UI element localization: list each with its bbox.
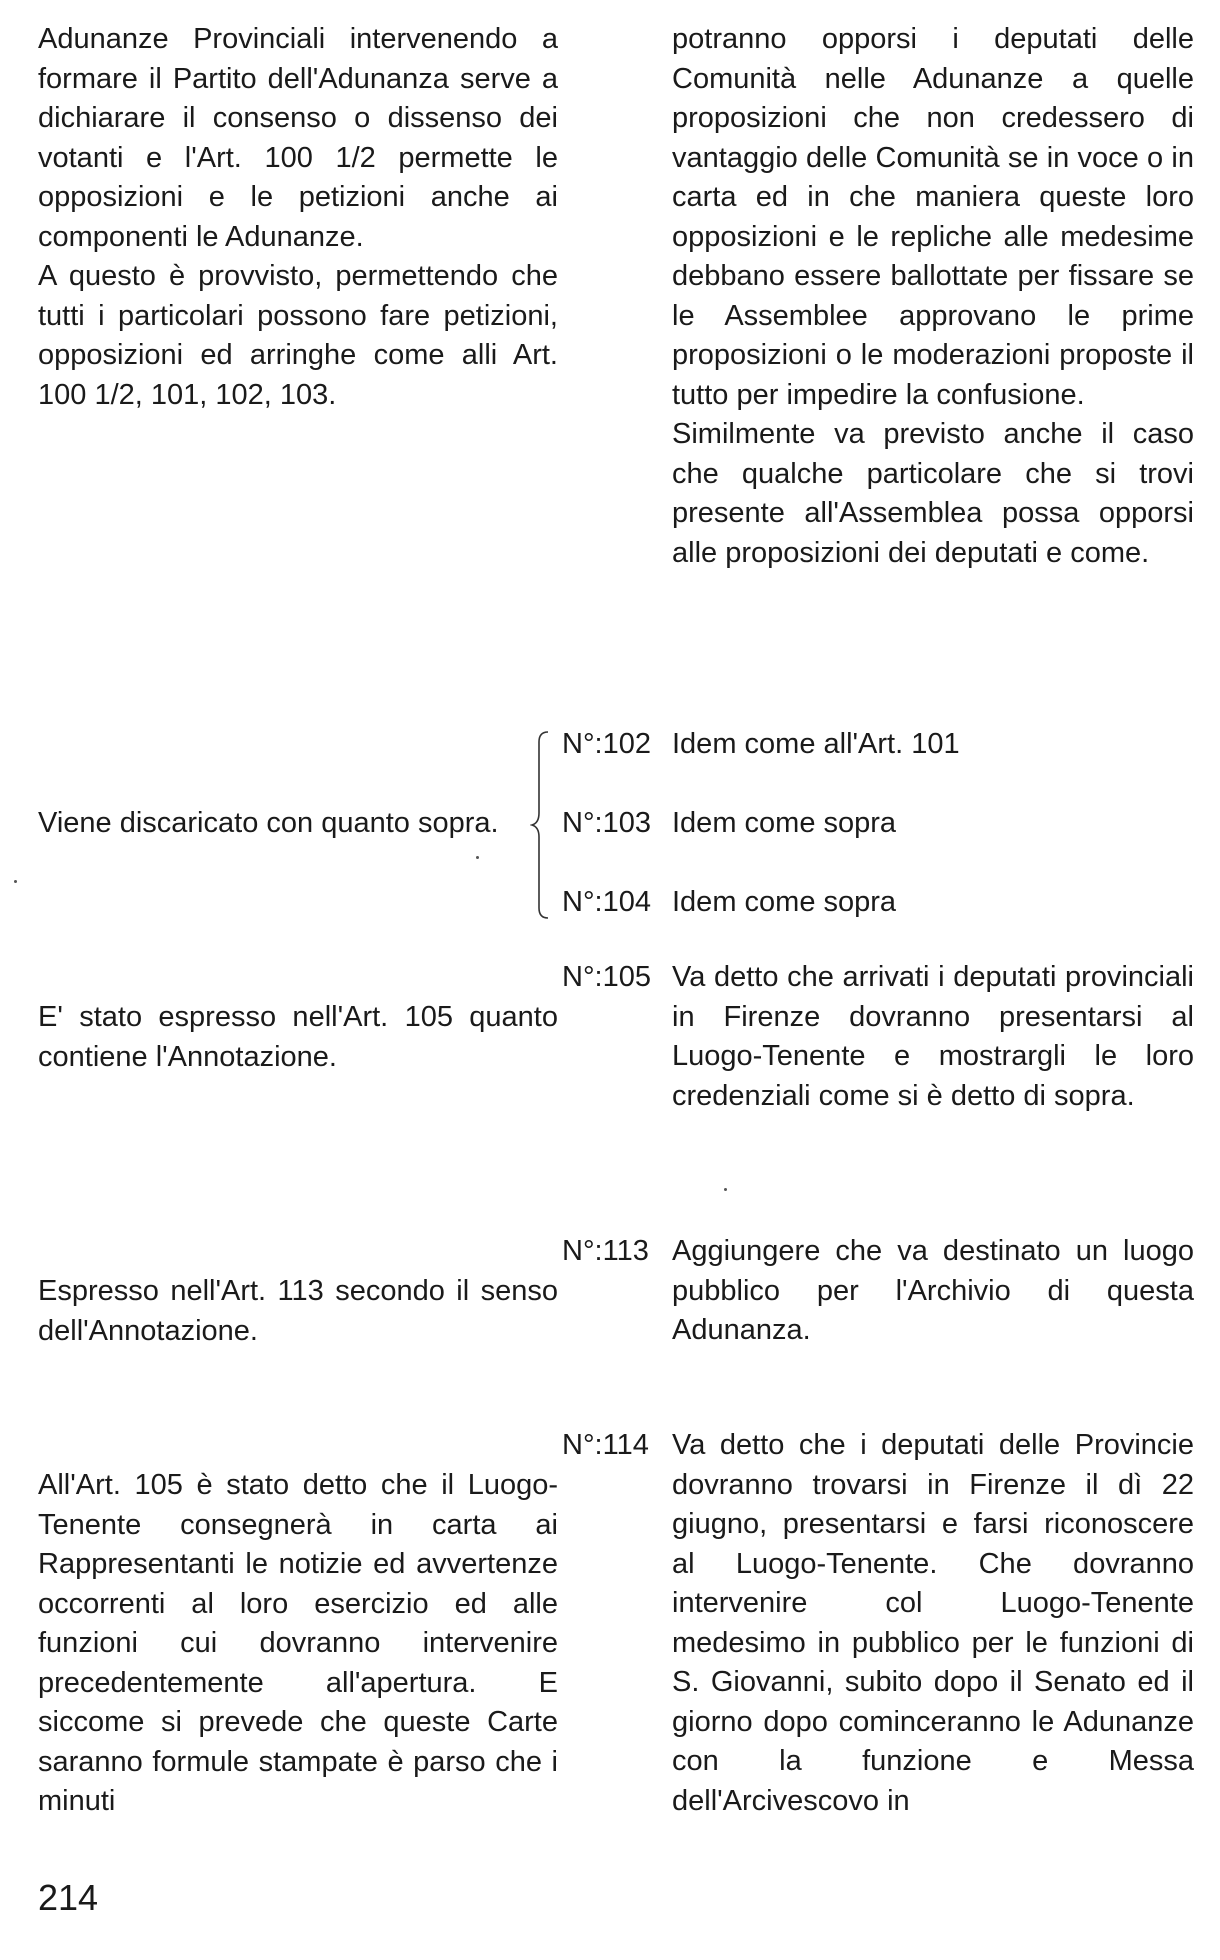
entry-text: Va detto che i deputati delle Provincie dovranno trovarsi in Firenze il dì 22 giugno, presentarsi e farsi riconoscere al Luogo-Tenente. Che dovranno intervenire col Luogo-Tenente medesimo in pubblico per le funzioni di S. Giovanni, subito dopo il Senato ed il giorno dopo cominceranno le Adunanze con la funzione e Messa dell'Arcivescovo in bbox=[672, 1429, 1194, 1817]
entry-103 bbox=[562, 804, 1194, 844]
entry-number: N°:114 bbox=[562, 1429, 649, 1461]
right-paragraph-2: Similmente va previsto anche il caso che qualche particolare che si trovi presente all'Assemblea possa opporsi alle proposizioni dei deputati e come. bbox=[672, 418, 1194, 569]
note-113 bbox=[38, 1272, 558, 1351]
entry-number: N°:105 bbox=[562, 961, 651, 993]
scan-speck bbox=[14, 880, 17, 883]
note-102-text: Viene discaricato con quanto sopra. bbox=[38, 807, 499, 839]
note-114 bbox=[38, 1466, 558, 1822]
left-paragraph-2: A questo è provvisto, permettendo che tutti i particolari possono fare petizioni, opposizioni ed arringhe come alli Art. 100 1/2, 101, 102, 103. bbox=[38, 260, 558, 411]
entry-text: Va detto che arrivati i deputati provinciali in Firenze dovranno presentarsi al Luogo-Tenente e mostrargli le loro credenziali come si è detto di sopra. bbox=[672, 961, 1194, 1112]
note-114-text: All'Art. 105 è stato detto che il Luogo-Tenente consegnerà in carta ai Rappresentanti le notizie ed avvertenze occorrenti al loro esercizio ed alle funzioni cui dovranno intervenire precedentemente all'apertura. E siccome si prevede che queste Carte saranno formule stampate è parso che i minuti bbox=[38, 1469, 558, 1817]
left-paragraph-1: Adunanze Provinciali intervenendo a formare il Partito dell'Adunanza serve a dichiarare il consenso o dissenso dei votanti e l'Art. 100 1/2 permette le opposizioni e le petizioni anche ai componenti le Adunanze. bbox=[38, 23, 558, 253]
entry-number: N°:104 bbox=[562, 886, 651, 918]
entry-text: Idem come sopra bbox=[672, 886, 897, 918]
note-105 bbox=[38, 998, 558, 1077]
entry-104 bbox=[562, 883, 1194, 923]
left-top-text bbox=[38, 20, 558, 415]
page-number: 214 bbox=[38, 1877, 99, 1918]
note-105-text: E' stato espresso nell'Art. 105 quanto contiene l'Annotazione. bbox=[38, 1001, 558, 1073]
entry-102 bbox=[562, 725, 1194, 765]
entry-number: N°:113 bbox=[562, 1235, 649, 1267]
scan-speck bbox=[724, 1188, 727, 1191]
entry-114 bbox=[562, 1426, 1194, 1826]
scan-speck bbox=[476, 856, 479, 859]
right-paragraph-1: potranno opporsi i deputati delle Comunità nelle Adunanze a quelle proposizioni che non credessero di vantaggio delle Comunità se in voce o in carta ed in che maniera queste loro opposizioni e le repliche alle medesime debbano essere ballottate per fissare se le Assemblee approvano le prime proposizioni o le moderazioni proposte il tutto per impedire la confusione. bbox=[672, 23, 1194, 411]
note-102 bbox=[38, 804, 508, 844]
curly-brace-icon bbox=[530, 730, 552, 920]
note-113-text: Espresso nell'Art. 113 secondo il senso dell'Annotazione. bbox=[38, 1275, 558, 1347]
entry-105 bbox=[562, 958, 1194, 1158]
entry-text: Idem come sopra bbox=[672, 807, 897, 839]
entry-number: N°:102 bbox=[562, 728, 651, 760]
entry-113 bbox=[562, 1232, 1194, 1352]
entry-number: N°:103 bbox=[562, 807, 651, 839]
entry-text: Idem come all'Art. 101 bbox=[672, 728, 960, 760]
right-top-text bbox=[672, 20, 1194, 573]
entry-text: Aggiungere che va destinato un luogo pubblico per l'Archivio di questa Adunanza. bbox=[672, 1235, 1194, 1346]
